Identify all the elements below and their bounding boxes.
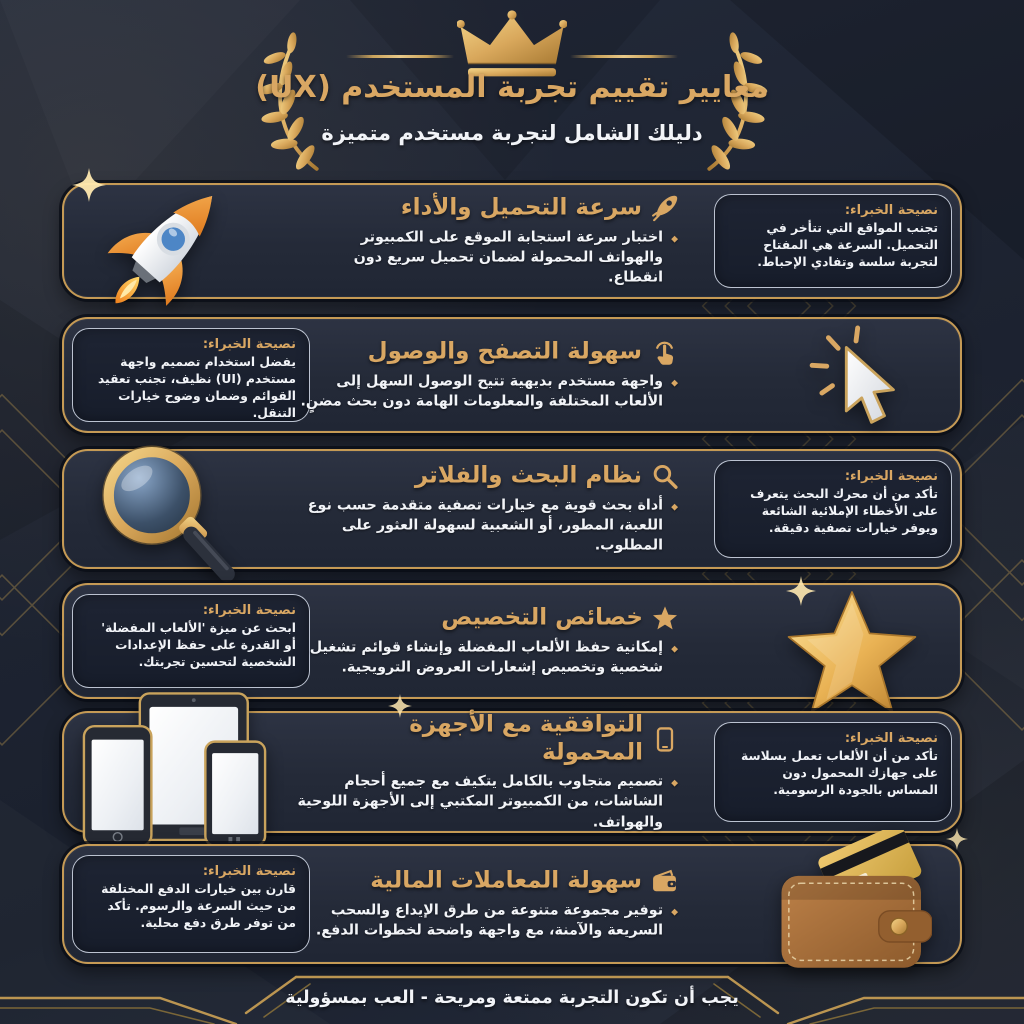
diamond-bullet-icon: ◆ [671,778,678,789]
expert-tip-box [714,460,952,558]
tip-label: نصيحة الخبراء: [844,203,938,218]
expert-tip-box [714,194,952,288]
section-title-row [294,194,678,222]
section-description-row [294,227,678,288]
wallet-icon [651,868,678,895]
sparkle-icon [388,694,412,718]
tip-label: نصيحة الخبراء: [202,864,296,879]
section-title-row [294,604,678,632]
tip-text: تأكد من أن محرك البحث يتعرف على الأخطاء الإملائية الشائعة ويوفر خيارات تصفية دقيقة. [750,487,938,535]
section-description: تصميم متجاوب بالكامل يتكيف مع جميع أحجام الشاشات، من الكمبيوتر المكتبي إلى الأجهزة اللوحية والهواتف. [297,773,664,831]
diamond-bullet-icon: ◆ [671,907,678,917]
tip-text: ابحث عن ميزة 'الألعاب المفضلة' أو القدرة على حفظ الإعدادات الشخصية لتحسين تجربتك. [101,621,296,669]
header [0,0,1024,176]
tip-label: نصيحة الخبراء: [844,731,938,746]
tip-label: نصيحة الخبراء: [202,603,296,618]
expert-tip-box [72,328,310,422]
section-description-row [294,495,678,556]
tap-hand-icon [651,339,678,366]
star-icon [652,605,678,631]
section-description-row [294,772,678,833]
rocket-3d-icon [92,173,242,327]
card-search-filters [62,449,962,569]
tip-text: يفضل استخدام تصميم واجهة مستخدم (UI) نظيف، تجنب تعقيد القوائم وضمان وضوح خيارات التنقل. [97,355,296,420]
card-navigation [62,317,962,433]
footer-banner-ornament [0,944,1024,1024]
rocket-icon [651,195,678,222]
magnifier-icon [651,463,678,490]
footer-disclaimer: يجب أن تكون التجربة ممتعة ومريحة - العب بمسؤولية [285,988,739,1008]
section-title-row [294,462,678,490]
card-mobile-compatibility [62,711,962,833]
section-title: خصائص التخصيص [441,604,643,631]
tip-label: نصيحة الخبراء: [202,337,296,352]
section-description-row [294,900,678,941]
header-divider-line [570,55,678,58]
section-title-row [294,711,678,766]
section-title: سرعة التحميل والأداء [400,194,642,221]
section-description: توفير مجموعة متنوعة من طرق الإيداع والسحب السريعة والآمنة، مع واجهة واضحة لخطوات الدفع. [315,902,664,939]
section-title: سهولة المعاملات المالية [370,867,642,894]
section-description-row [294,637,678,678]
page-subtitle: دليلك الشامل لتجربة مستخدم متميزة [321,121,703,145]
section-description-row [294,371,678,412]
diamond-bullet-icon: ◆ [671,501,678,512]
diamond-bullet-icon: ◆ [671,378,678,388]
section-description: اختبار سرعة استجابة الموقع على الكمبيوتر والهواتف المحمولة لضمان تحميل سريع دون انقطاع. [353,228,664,286]
card-loading-speed [62,183,962,299]
tip-text: تأكد من أن الألعاب تعمل بسلاسة على جهازك المحمول دون المساس بالجودة الرسومية. [741,749,938,797]
devices-3d-icon [82,691,294,855]
section-title-row [294,338,678,366]
section-description: إمكانية حفظ الألعاب المفضلة وإنشاء قوائم تشغيل شخصية وتخصيص إشعارات العروض الترويجية. [309,639,664,676]
diamond-bullet-icon: ◆ [671,233,678,244]
header-divider-line [346,55,454,58]
magnifier-3d-icon [90,439,240,593]
section-title: سهولة التصفح والوصول [367,338,642,365]
page-title: معايير تقييم تجربة المستخدم (UX) [255,70,769,105]
cursor-3d-icon [804,323,926,441]
sparkle-icon [946,828,968,850]
sparkle-icon [786,576,816,606]
diamond-bullet-icon: ◆ [671,644,678,654]
sparkle-icon [72,168,106,202]
expert-tip-box [72,855,310,953]
phone-icon [652,726,678,752]
tip-text: قارن بين خيارات الدفع المختلفة من حيث السرعة والرسوم. تأكد من توفر طرق دفع محلية. [101,882,296,930]
section-description: أداة بحث قوية مع خيارات تصفية متقدمة حسب نوع اللعبة، المطور، أو الشعبية لسهولة العثور على المطلوب. [307,496,664,554]
section-title: نظام البحث والفلاتر [414,462,642,489]
section-title-row [294,867,678,895]
expert-tip-box [72,594,310,688]
section-description: واجهة مستخدم بديهية تتيح الوصول السهل إلى الألعاب المختلفة والمعلومات الهامة دون بحث مضنٍ. [300,373,664,410]
expert-tip-box [714,722,952,822]
tip-text: تجنب المواقع التي تتأخر في التحميل. السرعة هي المفتاح لتجربة سلسة وتفادي الإحباط. [757,221,938,269]
card-personalization [62,583,962,699]
section-title: التوافقية مع الأجهزة المحمولة [409,711,643,766]
tip-label: نصيحة الخبراء: [844,469,938,484]
